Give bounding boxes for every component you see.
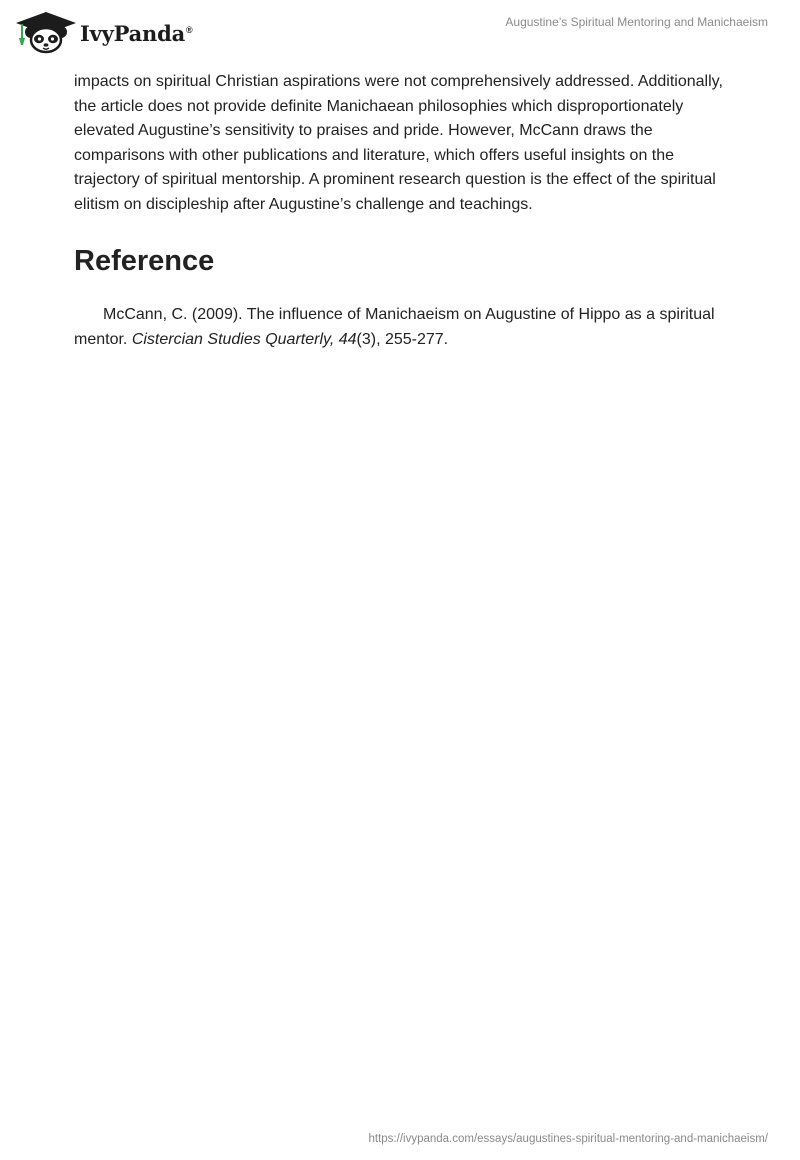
- brand-name: [80, 21, 192, 46]
- brand-logo[interactable]: [14, 8, 192, 54]
- page-header: [0, 0, 800, 64]
- body-paragraph: impacts on spiritual Christian aspirations were not comprehensively addressed. Additionally, the article does not provide definite Manichaean philosophies which disproportionately elevated Augustine’s sensitivity to praises and pride. However, McCann draws the comparisons with other publications and literature, which offers useful insights on the trajectory of spiritual mentorship. A prominent research question is the effect of the spiritual elitism on discipleship after Augustine’s challenge and teachings.: [74, 73, 723, 213]
- reference-heading: Reference: [74, 244, 215, 277]
- registered-mark: ®: [186, 24, 193, 35]
- document-body: [74, 70, 724, 352]
- reference-journal: Cistercian Studies Quarterly,: [131, 330, 335, 348]
- reference-tail: (3), 255-277.: [356, 330, 449, 348]
- reference-entry: [74, 302, 724, 352]
- running-title: Augustine’s Spiritual Mentoring and Manichaeism: [505, 15, 768, 29]
- panda-graduate-icon: [14, 8, 78, 54]
- reference-lead: McCann, C. (2009). The influence of Manichaeism on Augustine of Hippo as a spiritual mentor.: [74, 305, 715, 348]
- reference-volume: 44: [338, 330, 357, 348]
- brand-name-text: IvyPanda: [80, 20, 186, 46]
- source-url[interactable]: https://ivypanda.com/essays/augustines-spiritual-mentoring-and-manichaeism/: [368, 1133, 768, 1145]
